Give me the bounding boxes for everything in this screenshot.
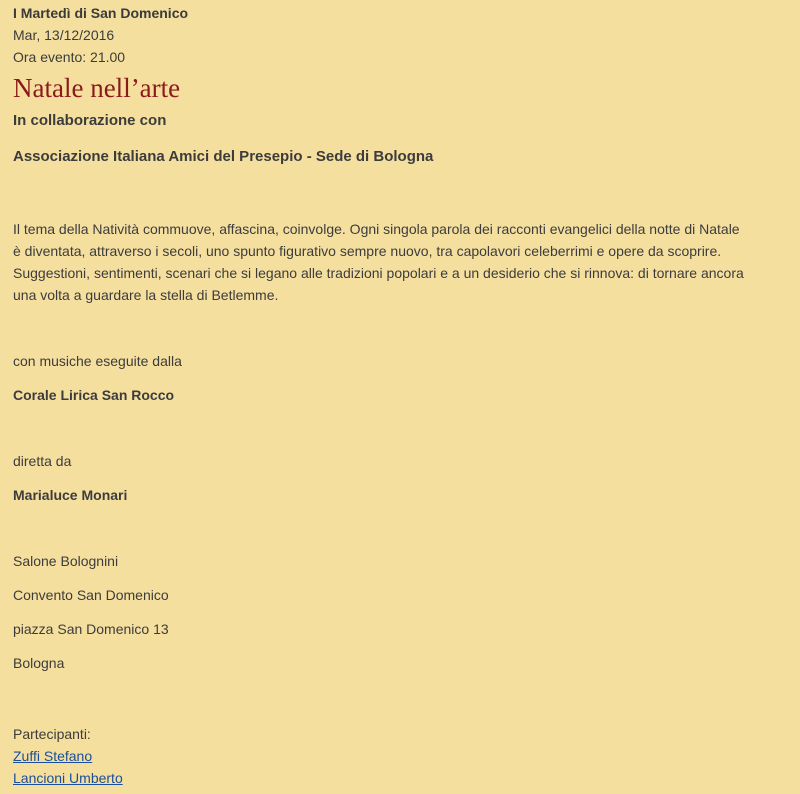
association-name: Associazione Italiana Amici del Presepio - Sede di Bologna — [13, 148, 434, 165]
participants-label: Partecipanti: — [13, 726, 91, 742]
event-time: Ora evento: 21.00 — [13, 49, 126, 65]
venue-line: piazza San Domenico 13 — [13, 621, 169, 637]
description-line: una volta a guardare la stella di Betlemme. — [13, 287, 279, 303]
event-date: Mar, 13/12/2016 — [13, 27, 115, 43]
event-series: I Martedì di San Domenico — [13, 5, 189, 21]
collaboration-label: In collaborazione con — [13, 112, 167, 129]
venue-line: Bologna — [13, 655, 65, 671]
description-line: è diventata, attraverso i secoli, uno spunto figurativo sempre nuovo, tra capolavori celeberrimi e opere da scoprire. — [13, 243, 722, 259]
director-intro: diretta da — [13, 453, 72, 469]
venue-line: Convento San Domenico — [13, 587, 169, 603]
participant-link[interactable]: Lancioni Umberto — [13, 770, 123, 786]
description-line: Suggestioni, sentimenti, scenari che si legano alle tradizioni popolari e a un desiderio che si rinnova: di tornare ancora — [13, 265, 744, 281]
event-title: Natale nell’arte — [13, 73, 181, 103]
participant-link[interactable]: Zuffi Stefano — [13, 748, 93, 764]
event-description — [13, 218, 793, 306]
venue-line: Salone Bolognini — [13, 553, 119, 569]
music-intro: con musiche eseguite dalla — [13, 353, 182, 369]
description-line: Il tema della Natività commuove, affascina, coinvolge. Ogni singola parola dei racconti evangelici della notte di Natale — [13, 221, 740, 237]
choir-name: Corale Lirica San Rocco — [13, 387, 175, 403]
director-name: Marialuce Monari — [13, 487, 128, 503]
